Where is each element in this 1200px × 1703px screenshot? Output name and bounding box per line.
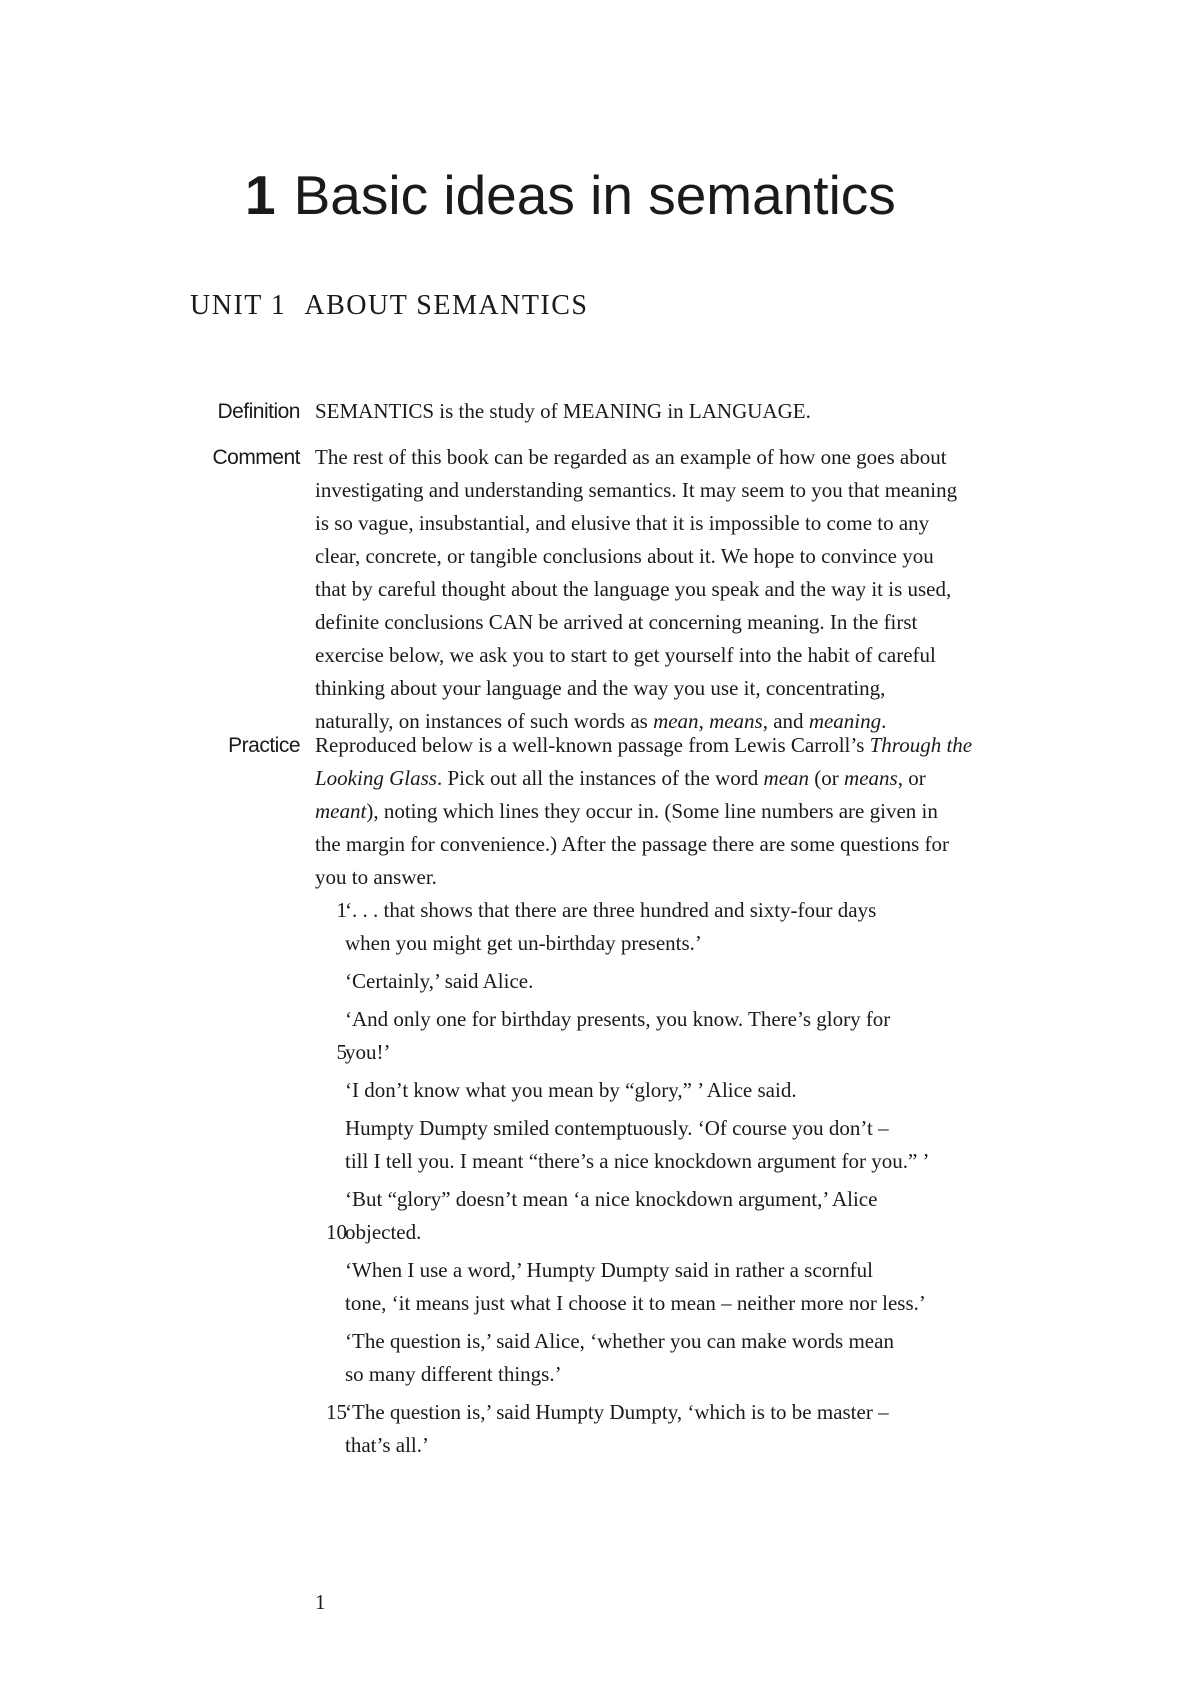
practice-line: meant), noting which lines they occur in. (Some line numbers are given in xyxy=(315,799,938,823)
comment-line: clear, concrete, or tangible conclusions about it. We hope to convince you xyxy=(315,544,934,568)
comment-line: investigating and understanding semantics. It may seem to you that meaning xyxy=(315,478,958,502)
passage-line: 1 ‘. . . that shows that there are three hundred and sixty-four days xyxy=(310,894,1010,927)
passage-line: ‘When I use a word,’ Humpty Dumpty said in rather a scornful xyxy=(345,1258,873,1282)
page-number: 1 xyxy=(315,1590,326,1614)
definition-label: Definition xyxy=(217,400,300,423)
comment-line: is so vague, insubstantial, and elusive that it is impossible to come to any xyxy=(315,511,930,535)
unit-title: ABOUT SEMANTICS xyxy=(304,290,589,321)
definition-text xyxy=(315,395,1085,428)
practice-line: you to answer. xyxy=(315,865,437,889)
line-number: 5 xyxy=(336,1040,347,1064)
comment-line: definite conclusions CAN be arrived at concerning meaning. In the first xyxy=(315,610,918,634)
passage-line: that’s all.’ xyxy=(345,1433,429,1457)
passage-line: 5 you!’ xyxy=(310,1036,1010,1069)
passage-line: till I tell you. I meant “there’s a nice knockdown argument for you.” ’ xyxy=(345,1149,930,1173)
passage-line: ‘But “glory” doesn’t mean ‘a nice knockdown argument,’ Alice xyxy=(345,1187,878,1211)
practice-line: the margin for convenience.) After the passage there are some questions for xyxy=(315,832,950,856)
chapter-title: Basic ideas in semantics xyxy=(293,164,896,226)
comment-paragraph xyxy=(315,441,1085,738)
passage-line: 15 ‘The question is,’ said Humpty Dumpty, ‘which is to be master – xyxy=(310,1396,1010,1429)
passage-line: when you might get un-birthday presents.’ xyxy=(345,931,702,955)
comment-line: exercise below, we ask you to start to get yourself into the habit of careful xyxy=(315,643,936,667)
line-number: 10 xyxy=(326,1220,347,1244)
line-number: 1 xyxy=(336,898,347,922)
chapter-number: 1 xyxy=(245,164,276,226)
passage-line: 10 objected. xyxy=(310,1216,1010,1249)
practice-paragraph xyxy=(315,729,1085,894)
passage-line: ‘And only one for birthday presents, you know. There’s glory for xyxy=(345,1007,891,1031)
passage-line: ‘Certainly,’ said Alice. xyxy=(345,969,534,993)
unit-label: UNIT 1 xyxy=(190,290,287,321)
chapter-heading xyxy=(245,164,896,226)
practice-line: Reproduced below is a well-known passage from Lewis Carroll’s Through the xyxy=(315,733,973,757)
comment-label: Comment xyxy=(212,446,300,469)
unit-heading xyxy=(190,290,589,322)
line-number: 15 xyxy=(326,1400,347,1424)
definition-line: SEMANTICS is the study of MEANING in LANGUAGE. xyxy=(315,399,811,423)
practice-line: Looking Glass. Pick out all the instances of the word mean (or means, or xyxy=(315,766,926,790)
comment-line: that by careful thought about the language you speak and the way it is used, xyxy=(315,577,952,601)
comment-line: The rest of this book can be regarded as an example of how one goes about xyxy=(315,445,947,469)
passage-line: ‘The question is,’ said Alice, ‘whether you can make words mean xyxy=(345,1329,894,1353)
passage-line: so many different things.’ xyxy=(345,1362,562,1386)
comment-line: naturally, on instances of such words as mean, means, and meaning. xyxy=(315,709,887,733)
passage-line: Humpty Dumpty smiled contemptuously. ‘Of course you don’t – xyxy=(345,1116,889,1140)
passage-line: tone, ‘it means just what I choose it to mean – neither more nor less.’ xyxy=(345,1291,926,1315)
comment-line: thinking about your language and the way you use it, concentrating, xyxy=(315,676,886,700)
practice-label: Practice xyxy=(228,734,300,757)
carroll-passage xyxy=(310,894,1010,1462)
passage-line: ‘I don’t know what you mean by “glory,” ’ Alice said. xyxy=(345,1078,797,1102)
